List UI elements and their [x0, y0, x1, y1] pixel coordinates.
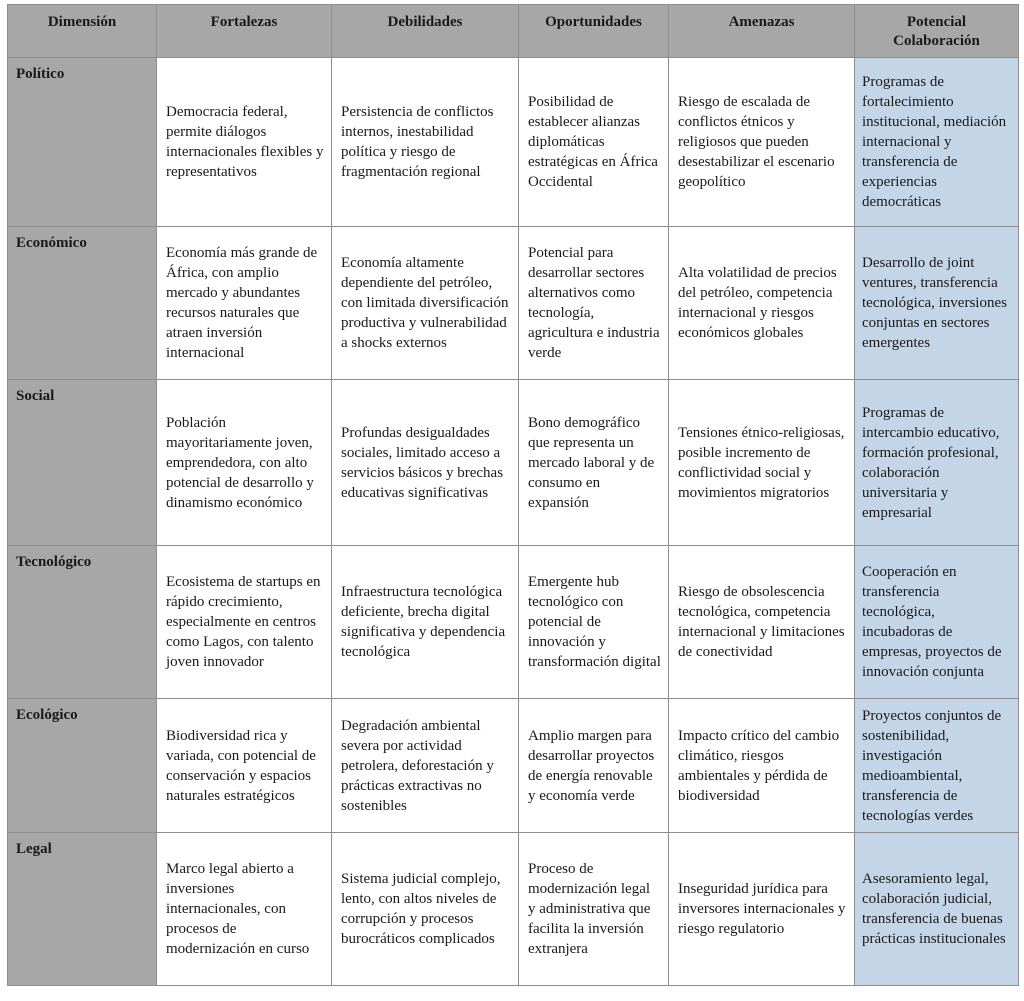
table-row-social — [8, 380, 1019, 546]
strengths-cell: Biodiversidad rica y variada, con potencial de conservación y espacios naturales estratégicos — [157, 699, 332, 833]
collaboration-cell: Programas de intercambio educativo, formación profesional, colaboración universitaria y empresarial — [855, 380, 1019, 546]
strengths-cell: Población mayoritariamente joven, emprendedora, con alto potencial de desarrollo y dinamismo económico — [157, 380, 332, 546]
weaknesses-cell: Profundas desigualdades sociales, limitado acceso a servicios básicos y brechas educativas significativas — [332, 380, 519, 546]
dimension-cell: Ecológico — [8, 699, 157, 833]
threats-cell: Riesgo de obsolescencia tecnológica, competencia internacional y limitaciones de conectividad — [669, 546, 855, 699]
threats-cell: Impacto crítico del cambio climático, riesgos ambientales y pérdida de biodiversidad — [669, 699, 855, 833]
opportunities-cell: Potencial para desarrollar sectores alternativos como tecnología, agricultura e industria verde — [519, 227, 669, 380]
opportunities-cell: Proceso de modernización legal y administrativa que facilita la inversión extranjera — [519, 833, 669, 986]
opportunities-cell: Posibilidad de establecer alianzas diplomáticas estratégicas en África Occidental — [519, 58, 669, 227]
table-row-ecologico — [8, 699, 1019, 833]
header-dimension: Dimensión — [8, 5, 157, 58]
threats-cell: Inseguridad jurídica para inversores internacionales y riesgo regulatorio — [669, 833, 855, 986]
header-opportunities: Oportunidades — [519, 5, 669, 58]
header-collaboration: Potencial Colaboración — [855, 5, 1019, 58]
table-row-politico — [8, 58, 1019, 227]
opportunities-cell: Emergente hub tecnológico con potencial de innovación y transformación digital — [519, 546, 669, 699]
opportunities-cell: Amplio margen para desarrollar proyectos de energía renovable y economía verde — [519, 699, 669, 833]
dimension-cell: Tecnológico — [8, 546, 157, 699]
dimension-cell: Económico — [8, 227, 157, 380]
table-header-row — [8, 5, 1019, 58]
collaboration-cell: Cooperación en transferencia tecnológica, incubadoras de empresas, proyectos de innovación conjunta — [855, 546, 1019, 699]
weaknesses-cell: Degradación ambiental severa por actividad petrolera, deforestación y prácticas extractivas no sostenibles — [332, 699, 519, 833]
collaboration-cell: Programas de fortalecimiento institucional, mediación internacional y transferencia de experiencias democráticas — [855, 58, 1019, 227]
weaknesses-cell: Infraestructura tecnológica deficiente, brecha digital significativa y dependencia tecnológica — [332, 546, 519, 699]
threats-cell: Riesgo de escalada de conflictos étnicos y religiosos que pueden desestabilizar el escenario geopolítico — [669, 58, 855, 227]
collaboration-cell: Asesoramiento legal, colaboración judicial, transferencia de buenas prácticas institucionales — [855, 833, 1019, 986]
pestel-analysis-table — [7, 4, 1019, 986]
weaknesses-cell: Economía altamente dependiente del petróleo, con limitada diversificación productiva y vulnerabilidad a shocks externos — [332, 227, 519, 380]
strengths-cell: Marco legal abierto a inversiones internacionales, con procesos de modernización en curso — [157, 833, 332, 986]
strengths-cell: Democracia federal, permite diálogos internacionales flexibles y representativos — [157, 58, 332, 227]
dimension-cell: Político — [8, 58, 157, 227]
strengths-cell: Economía más grande de África, con amplio mercado y abundantes recursos naturales que atraen inversión internacional — [157, 227, 332, 380]
opportunities-cell: Bono demográfico que representa un mercado laboral y de consumo en expansión — [519, 380, 669, 546]
threats-cell: Alta volatilidad de precios del petróleo, competencia internacional y riesgos económicos globales — [669, 227, 855, 380]
collaboration-cell: Desarrollo de joint ventures, transferencia tecnológica, inversiones conjuntas en sectores emergentes — [855, 227, 1019, 380]
collaboration-cell: Proyectos conjuntos de sostenibilidad, investigación medioambiental, transferencia de tecnologías verdes — [855, 699, 1019, 833]
table-row-legal — [8, 833, 1019, 986]
table-row-tecnologico — [8, 546, 1019, 699]
header-threats: Amenazas — [669, 5, 855, 58]
strengths-cell: Ecosistema de startups en rápido crecimiento, especialmente en centros como Lagos, con talento joven innovador — [157, 546, 332, 699]
weaknesses-cell: Persistencia de conflictos internos, inestabilidad política y riesgo de fragmentación regional — [332, 58, 519, 227]
header-weaknesses: Debilidades — [332, 5, 519, 58]
table-row-economico — [8, 227, 1019, 380]
header-strengths: Fortalezas — [157, 5, 332, 58]
threats-cell: Tensiones étnico-religiosas, posible incremento de conflictividad social y movimientos migratorios — [669, 380, 855, 546]
dimension-cell: Social — [8, 380, 157, 546]
dimension-cell: Legal — [8, 833, 157, 986]
weaknesses-cell: Sistema judicial complejo, lento, con altos niveles de corrupción y procesos burocráticos complicados — [332, 833, 519, 986]
